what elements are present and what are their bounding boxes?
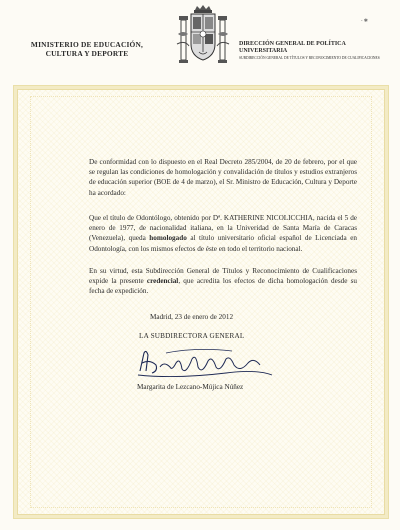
paragraph-homologation-part-1: Que el título de Odontólogo, obtenido por Dª. KATHERINE NICOLICCHIA, nacida el 5 de enero de 1977, de nacionalidad italiana, en la Univeridad de Santa María de Caracas (Venezuela), queda [89,214,357,243]
corner-mark: - ✱ [360,19,368,24]
subdirectorate-name: SUBDIRECCIÓN GENERAL DE TÍTULOS Y RECONOCIMIENTO DE CUALIFICACIONES [239,56,380,60]
coat-of-arms-icon [175,4,231,72]
directorate-line-1: DIRECCIÓN GENERAL DE POLÍTICA [239,41,346,47]
credential-word: credencial [146,277,179,286]
paragraph-homologation [89,213,357,254]
paragraph-credential [89,266,357,297]
paragraph-homologation-part-2: al título universitario oficial español de Licenciada en Odontología, con los mismos efectos de éste en todo el territorio nacional. [89,234,357,253]
ministry-line-1: MINISTERIO DE EDUCACIÓN, [30,40,144,49]
ministry-name [12,40,162,58]
ministry-line-2: CULTURA Y DEPORTE [45,49,129,58]
signature-icon [136,345,276,381]
homologated-word: homologado [149,234,187,243]
paragraph-credential-part-2: , que acredita los efectos de dicha homologación desde su fecha de expedición. [89,277,357,296]
issue-date: Madrid, 23 de enero de 2012 [150,313,234,321]
directorate-name [239,41,389,61]
signatory-title: LA SUBDIRECTORA GENERAL [139,332,245,340]
paragraph-legal-basis: De conformidad con lo dispuesto en el Real Decreto 285/2004, de 20 de febrero, por el que se regulan las condiciones de homologación y convalidación de títulos y estudios extranjeros de educación superior (BOE de 4 de marzo), el Sr. Ministro de Educación, Cultura y Deporte ha acordado: [89,158,357,197]
directorate-line-2: UNIVERSITARIA [239,48,288,54]
paragraph-credential-part-1: En su virtud, esta Subdirección General de Títulos y Reconocimiento de Cualificaciones expide la presente [89,267,357,286]
signatory-name: Margarita de Lezcano-Mújica Núñez [137,383,244,391]
